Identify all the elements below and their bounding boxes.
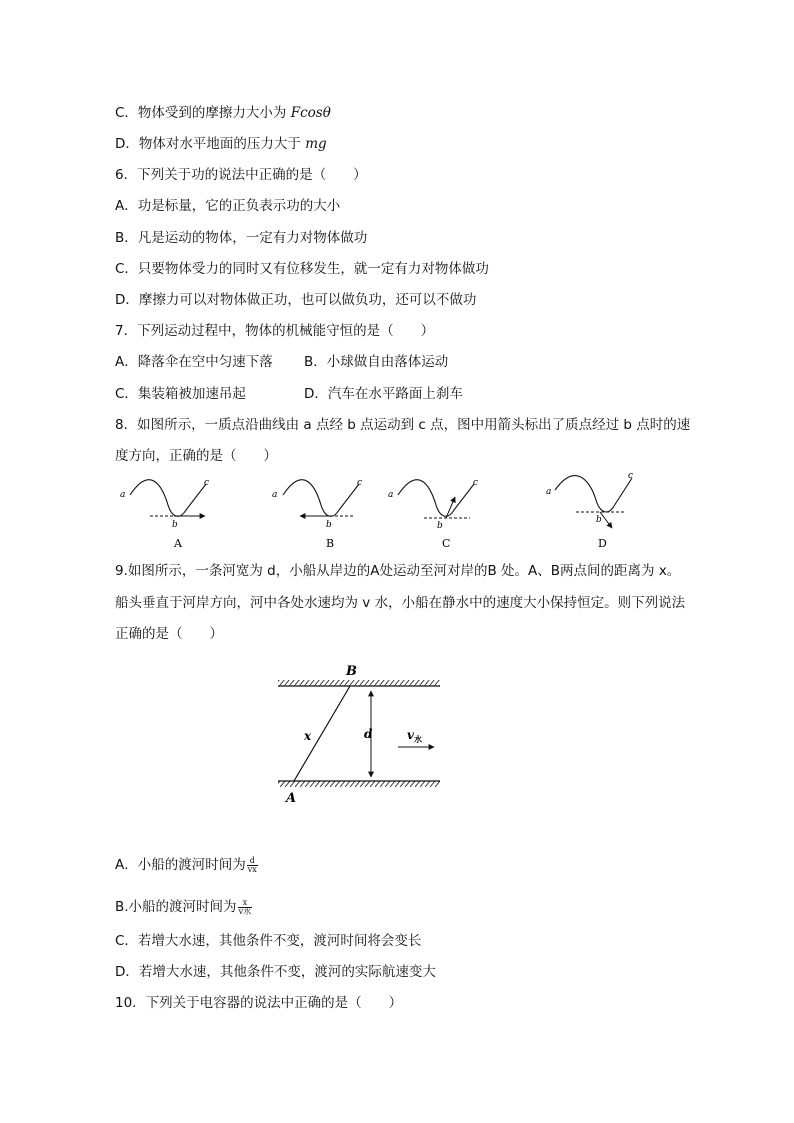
q8-b-label-b: b xyxy=(326,520,332,530)
q8-stem-line-1: 8．如图所示，一质点沿曲线由 a 点经 b 点运动到 c 点，图中用箭头标出了质点经过 b 点时的速 xyxy=(115,417,691,433)
q9-option-b: B.小船的渡河时间为 $\frac{x}{\text{v水}}$ xyxy=(115,897,252,916)
point-b-label: B xyxy=(346,664,357,679)
q8-panel-c xyxy=(388,478,478,550)
q8-c-label-a: a xyxy=(388,490,394,500)
q8-c-label-b: b xyxy=(437,521,443,531)
q8-option-d-label: D xyxy=(598,537,607,550)
q8-option-c-label: C xyxy=(442,537,451,550)
x-label: x xyxy=(304,729,312,743)
q5-option-c: C．物体受到的摩擦力大小为 Fcosθ xyxy=(115,105,331,121)
q6-stem: 6．下列关于功的说法中正确的是（ ） xyxy=(115,167,367,183)
q9-stem-line-2: 船头垂直于河岸方向，河中各处水速均为 v 水，小船在静水中的速度大小保持恒定。则下列说法 xyxy=(115,595,686,611)
q9-option-b-fraction: $\frac{x}{\text{v水}}$ xyxy=(238,897,252,916)
q5-option-d: D．物体对水平地面的压力大于 mg xyxy=(115,136,327,152)
q7-option-b: B．小球做自由落体运动 xyxy=(304,354,449,370)
q9-option-d: D．若增大水速，其他条件不变，渡河的实际航速变大 xyxy=(115,964,436,980)
q8-panel-b xyxy=(272,478,362,550)
q9-stem-line-3: 正确的是（ ） xyxy=(115,626,223,642)
top-bank xyxy=(278,680,440,686)
q7-stem: 7．下列运动过程中，物体的机械能守恒的是（ ） xyxy=(115,323,435,339)
q6-option-b: B．凡是运动的物体，一定有力对物体做功 xyxy=(115,230,368,246)
q6-option-d: D．摩擦力可以对物体做正功，也可以做负功，还可以不做功 xyxy=(115,292,477,308)
q8-b-label-a: a xyxy=(272,490,278,500)
point-a-label: A xyxy=(286,791,297,805)
q9-option-a: A．小船的渡河时间为 $\frac{d}{vx}$ xyxy=(115,855,257,874)
q8-panel-d xyxy=(546,471,633,550)
q8-figure xyxy=(0,470,794,550)
q8-a-label-a: a xyxy=(120,490,126,500)
q8-d-label-c: c xyxy=(628,471,634,481)
q8-d-label-b: b xyxy=(596,515,602,525)
q8-option-a-label: A xyxy=(174,537,182,550)
q7-option-d: D．汽车在水平路面上刹车 xyxy=(304,386,463,402)
bottom-bank xyxy=(278,781,440,787)
q9-river-figure xyxy=(0,655,794,805)
q8-a-label-c: c xyxy=(204,478,210,488)
q6-option-c: C．只要物体受力的同时又有位移发生，就一定有力对物体做功 xyxy=(115,261,489,277)
q8-panel-a xyxy=(120,478,209,550)
q8-c-label-c: c xyxy=(473,478,479,488)
q8-a-label-b: b xyxy=(172,520,178,530)
q8-d-label-a: a xyxy=(546,487,552,497)
displacement-x xyxy=(294,686,350,781)
q8-stem-line-2: 度方向，正确的是（ ） xyxy=(115,448,277,464)
q9-option-c: C．若增大水速，其他条件不变，渡河时间将会变长 xyxy=(115,933,422,949)
q6-option-a: A．功是标量，它的正负表示功的大小 xyxy=(115,198,341,214)
v-label: $v_水$ xyxy=(407,728,422,744)
q9-stem-line-1: 9.如图所示，一条河宽为 d，小船从岸边的A处运动至河对岸的B 处。A、B两点间的距离为 x。 xyxy=(115,563,681,579)
q9-option-a-fraction: $\frac{d}{vx}$ xyxy=(247,855,257,874)
q7-option-c: C．集装箱被加速吊起 xyxy=(115,386,246,402)
q7-option-a: A．降落伞在空中匀速下落 xyxy=(115,354,273,370)
q8-b-label-c: c xyxy=(357,478,363,488)
q10-stem: 10．下列关于电容器的说法中正确的是（ ） xyxy=(115,995,403,1011)
d-label: d xyxy=(364,727,373,741)
q8-option-b-label: B xyxy=(326,537,335,550)
